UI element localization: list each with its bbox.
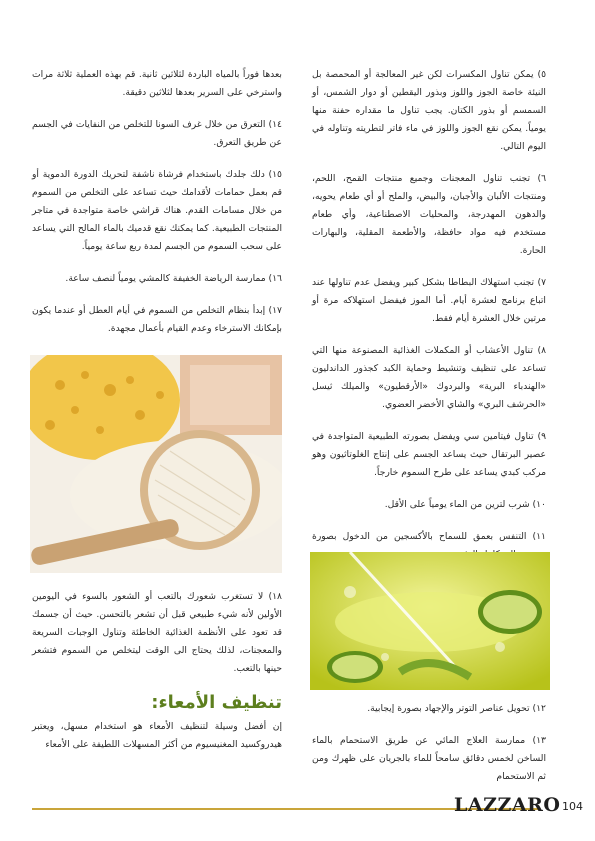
left-column-text bbox=[32, 66, 282, 352]
list-item: بعدها فوراً بالمياه الباردة لثلاثين ثانية. قم بهذه العملية ثلاثة مرات واسترخي على السرير بعدها لثلاثين دقيقة. bbox=[32, 69, 282, 98]
list-item: ١٥) دلك جلدك باستخدام فرشاة ناشفة لتحريك الدورة الدموية أو قم بعمل حمامات لأقدامك حيث تساعد على التخلص من السموم من خلال مسامات القدم. هناك قراشي خاصة متواجدة في متاجر المنتجات الطبيعية. كما يمكنك نقع قدميك بالماء المالح التي يساعد على سحب السموم من الجسم لمدة ربع ساعة يومياً. bbox=[32, 169, 282, 252]
section-heading: تنظيف الأمعاء: bbox=[151, 692, 282, 713]
section-body: إن أفضل وسيلة لتنظيف الأمعاء هو استخدام مسهل، ويعتبر هيدروكسيد المغنيسيوم من أكثر المسهلات اللطيفة على الأمعاء bbox=[32, 721, 282, 750]
list-item: ٧) تجنب استهلاك البطاطا بشكل كبير ويفضل عدم تناولها عند اتباع برنامج لعشرة أيام. أما الموز فيفضل استهلاكه مرة أو مرتين خلال العشرة أيام فقط. bbox=[312, 277, 546, 324]
list-item: ١٤) التعرق من خلال غرف السونا للتخلص من النفايات في الجسم عن طريق التعرق. bbox=[32, 119, 282, 148]
right-column-bottom-text bbox=[312, 700, 546, 786]
list-item: ١٦) ممارسة الرياضة الخفيفة كالمشي يومياً لنصف ساعة. bbox=[65, 273, 282, 284]
list-item: ١٣) ممارسة العلاج المائي عن طريق الاستحمام بالماء الساخن لخمس دقائق سامحاً للماء بالجريان على ظهرك ومن ثم الاستحمام bbox=[312, 735, 546, 782]
list-item: ١٠) شرب لترين من الماء يومياً على الأقل. bbox=[384, 499, 546, 510]
list-item: ١٢) تحويل عناصر التوتر والإجهاد بصورة إيجابية. bbox=[367, 703, 546, 714]
list-item: ٩) تناول فيتامين سي ويفضل بصورته الطبيعية المتواجدة في عصير البرتقال حيث يساعد الجسم على إنتاج الغلوتاثيون وهو مركب كبدي يساعد على طرح السموم خارجاً. bbox=[312, 431, 546, 478]
brand-logo: LAZZARO bbox=[454, 794, 561, 816]
list-item: ١٨) لا تستغرب شعورك بالتعب أو الشعور بالسوء في اليومين الأولين لأنه شيء طبيعي قبل أن تشعر بالتحسن. حيث أن جسمك قد تعود على الأنظمة الغذائية الخاطئة وتناول الوجبات السريعة والمعجنات، لذلك يحتاج الى الوقت ليتخلص من السموم فتشعر حينها بالتعب. bbox=[32, 591, 282, 674]
lime-drink-photo bbox=[310, 552, 550, 690]
list-item: ١٧) إبدأ بنظام التخلص من السموم في أيام العطل أو عندما يكون بإمكانك الاسترخاء وعدم القيام بأعمال مجهدة. bbox=[32, 305, 282, 334]
list-item: ١١) التنفس بعمق للسماح بالأكسجين من الدخول بصورة bbox=[312, 531, 546, 542]
left-column-bottom-text bbox=[32, 588, 282, 754]
list-item: ٦) تجنب تناول المعجنات وجميع منتجات القمح، اللحم، ومنتجات الألبان والأجبان، والبيض، والملح أو أي طعام يحويه، والدهون المهدرجة، والمحليات الاصطناعية، وأي طعام مستخدم فيه مواد حافظة، والأطعمة المقلية، والبهارات الحارة. bbox=[312, 173, 546, 256]
lime-drink-illustration bbox=[310, 552, 550, 690]
page-number: 104 bbox=[562, 800, 583, 813]
list-item: ٨) تناول الأعشاب أو المكملات الغذائية المصنوعة منها التي تساعد على تنظيف وتنشيط وحماية الكبد كجذور الداندليون «الهندباء البرية» والبردوك «الأرقطيون» والميلك ثيسل «الحرشف البري» والشاي الأخضر العضوي. bbox=[312, 345, 546, 410]
sponge-brush-illustration bbox=[30, 355, 282, 573]
list-item: ٥) يمكن تناول المكسرات لكن غير المعالجة أو المحمصة بل النيئة خاصة الجوز واللوز وبذور اليقطين أو دوار الشمس، أو السمسم أو بذور الكتان. يجب تناول ما مقداره حفنة منها يومياً. يمكن نقع الجوز واللوز في ماء فاتر لتطريته وتناوله في اليوم التالي. bbox=[312, 69, 546, 152]
right-column-text bbox=[312, 66, 546, 578]
bath-brush-photo bbox=[30, 355, 282, 573]
